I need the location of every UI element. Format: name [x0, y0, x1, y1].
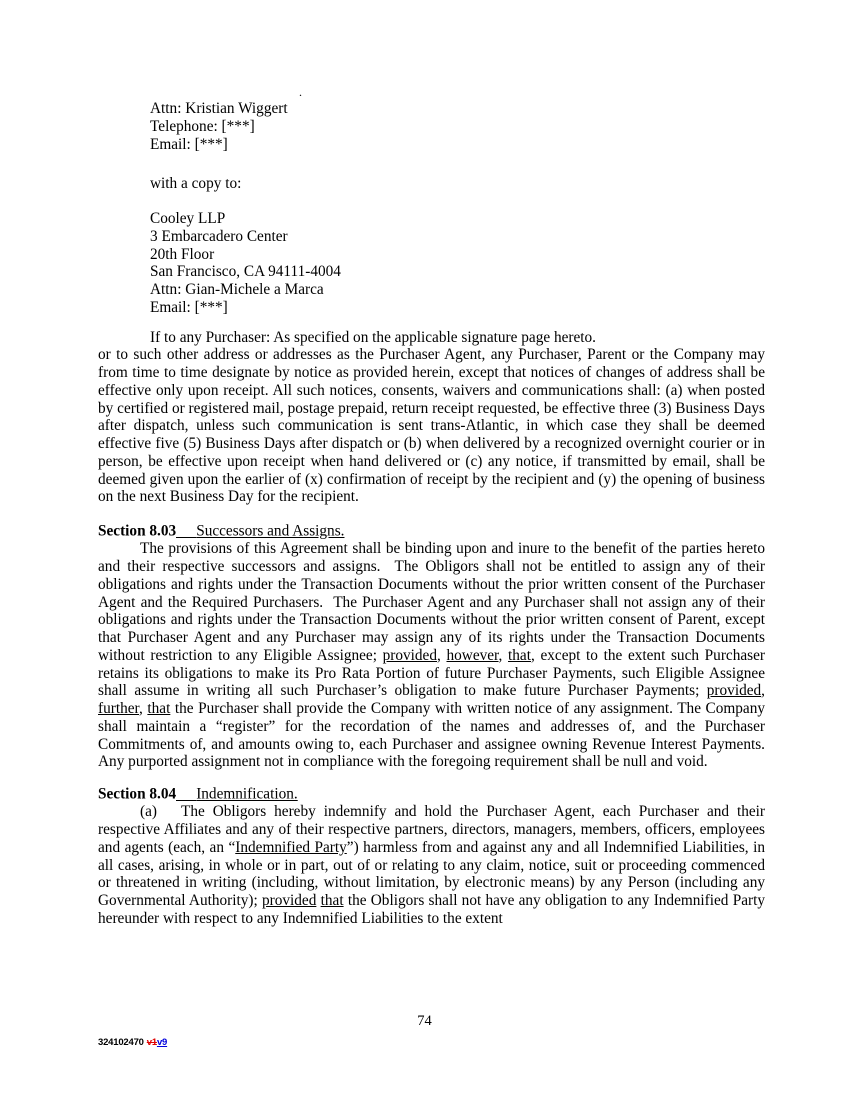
stray-mark: . [299, 85, 302, 99]
paragraph-a-text: The Obligors hereby indemnify and hold the Purchaser Agent, each Purchaser and their respective Affiliates and any of their respective partners, directors, managers, members, officers, employees and agents (each, an “Indemnified Party”) harmless from and against any and all Indemnified Liabilities, in all cases, arising, in whole or in part, out of or relating to any claim, notice, suit or proceeding commenced or threatened in writing (including, without limitation, by electronic means) by any Person (including any Governmental Authority); provided that the Obligors shall not have any obligation to any Indemnified Party hereunder with respect to any Indemnified Liabilities to the extent [98, 803, 765, 927]
address-attn-line: Attn: Gian-Michele a Marca [150, 281, 324, 298]
copy-intro-line: with a copy to: [150, 175, 242, 193]
section-8-04-heading [98, 785, 765, 803]
doc-version-inserted: v9 [156, 1037, 168, 1048]
address-floor-line: 20th Floor [150, 245, 215, 263]
paragraph-a-marker: (a) [140, 803, 157, 821]
section-8-04-label: Section 8.04 [98, 785, 177, 803]
address-city-line: San Francisco, CA 94111-4004 [150, 263, 341, 281]
section-8-03-title: Successors and Assigns. [196, 522, 345, 540]
section-8-03-label: Section 8.03 [98, 522, 177, 540]
section-8-04-title: Indemnification. [196, 785, 298, 803]
notice-attn-block [98, 100, 765, 153]
purchaser-notice-line: If to any Purchaser: As specified on the applicable signature page hereto. [150, 328, 596, 346]
doc-id: 324102470 [98, 1037, 144, 1048]
section-8-04-paragraph-a [98, 803, 765, 927]
page-number: 74 [417, 1013, 432, 1029]
heading-tab-underline [176, 785, 196, 801]
address-street-line: 3 Embarcadero Center [150, 227, 288, 245]
section-8-03-body: The provisions of this Agreement shall be binding upon and inure to the benefit of the parties hereto and their respective successors and assigns. The Obligors shall not be entitled to assign any of their obligations and rights under the Transaction Documents without the prior written consent of the Purchaser Agent and the Required Purchasers. The Purchaser Agent and any Purchaser shall not assign any of their obligations and rights under the Transaction Documents without the prior written consent of Parent, except that Purchaser Agent and any Purchaser may assign any of its rights under the Transaction Documents without restriction to any Eligible Assignee; provided, however, that, except to the extent such Purchaser retains its obligations to make its Pro Rata Portion of future Purchaser Payments, such Eligible Assignee shall assume in writing all such Purchaser’s obligation to make future Purchaser Payments; provided, further, that the Purchaser shall provide the Company with written notice of any assignment. The Company shall maintain a “register” for the recordation of the names and addresses of, and the Purchaser Commitments of, and amounts owing to, each Purchaser and assignee owning Revenue Interest Payments. Any purported assignment not in compliance with the foregoing requirement shall be null and void. [98, 540, 766, 771]
copy-address-block [98, 210, 765, 317]
heading-tab-underline [176, 522, 196, 538]
attn-telephone-line: Telephone: [***] [150, 117, 255, 135]
page-content [98, 100, 765, 928]
section-8-03-heading [98, 522, 765, 540]
notice-address-paragraph: or to such other address or addresses as the Purchaser Agent, any Purchaser, Parent or the Company may from time to time designate by notice as provided herein, except that notices of changes of address shall be effective only upon receipt. All such notices, consents, waivers and communications shall: (a) when posted by certified or registered mail, postage prepaid, return receipt requested, be effective three (3) Business Days after dispatch, unless such communication is sent trans-Atlantic, in which case they shall be deemed effective five (5) Business Days after dispatch or (b) when delivered by a recognized overnight courier or in person, be effective upon receipt when hand delivered or (c) any notice, if transmitted by email, shall be deemed given upon the earlier of (x) confirmation of receipt by the recipient and (y) the opening of business on the next Business Day for the recipient. [98, 346, 765, 506]
footer-doc-id-block [98, 1037, 167, 1048]
address-firm-line: Cooley LLP [150, 210, 226, 227]
doc-version-deleted: v1 [146, 1037, 157, 1048]
attn-email-line: Email: [***] [150, 135, 228, 153]
address-email-line: Email: [***] [150, 298, 228, 316]
attn-name-line: Attn: Kristian Wiggert [150, 100, 288, 117]
